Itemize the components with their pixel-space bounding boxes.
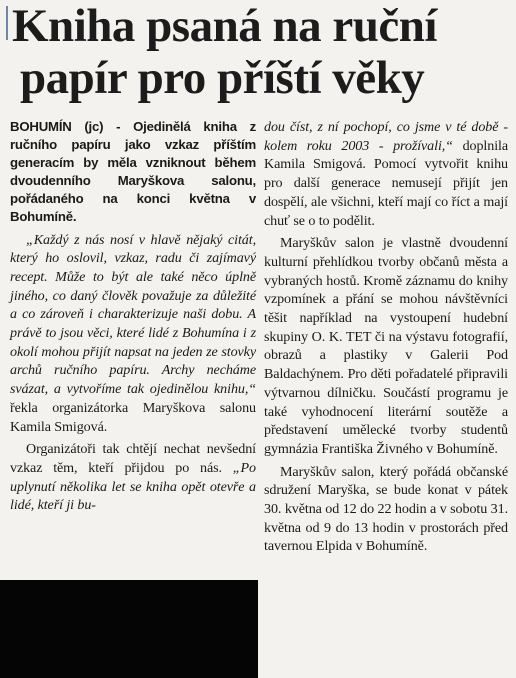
article-lead: BOHUMÍN (jc) - Ojedinělá kniha z ručního papíru jako vzkaz příštím generacím by měla vzniknout během dvoudenního Maryškova salonu, pořádaného na konci května v Bohumíně. bbox=[10, 119, 256, 225]
headline-line-2: papír pro příští věky bbox=[20, 52, 425, 104]
scan-edge-mark bbox=[6, 6, 8, 40]
paragraph-2-text: Organizátoři tak chtějí nechat nevšední vzkaz těm, kteří přijdou po nás. bbox=[10, 441, 256, 476]
black-redaction-block bbox=[0, 580, 258, 678]
right-paragraph-1 bbox=[264, 118, 508, 230]
right-column bbox=[264, 118, 508, 556]
right-paragraph-1-text: doplnila Kamila Smigová. Pomocí vytvořit knihu pro další generace nemusejí přijít jen dospělí, ale všichni, kteří mají co říct a mají chuť se o to podělit. bbox=[264, 137, 508, 229]
left-column bbox=[10, 118, 256, 515]
paragraph-2-quote: „Po uplynutí několika let se kniha opět otevře a lidé, kteří ji bu- bbox=[10, 460, 256, 514]
right-paragraph-3: Maryškův salon, který pořádá občanské sdružení Maryška, se bude konat v pátek 30. května od 12 do 22 hodin a v sobotu 31. května od 9 do 13 hodin v prostorách před tavernou Elpida v Bohumíně. bbox=[264, 463, 508, 555]
right-paragraph-2: Maryškův salon je vlastně dvoudenní kulturní přehlídkou tvorby občanů města a vybraných hostů. Kromě záznamu do knihy vzpomínek a přání se mohou návštěvníci těšit například na vystoupení hudební skupiny O. K. TET či na výstavu fotografií, obrazů a plastiky v Galerii Pod Baldachýnem. Pro děti pořadatelé připravili výtvarnou dílničku. Součástí programu je také vyhodnocení literární soutěže a představení umělecké tvorby studentů gymnázia Františka Živného v Bohumíně. bbox=[264, 235, 508, 457]
left-paragraph-1 bbox=[10, 231, 256, 437]
article-headline bbox=[12, 0, 512, 104]
headline-line-1: Kniha psaná na ruční bbox=[12, 0, 437, 52]
quote-text: „Každý z nás nosí v hlavě nějaký citát, který ho oslovil, vzkaz, radu či zajímavý recept. Může to být ale také něco úplně jiného, co daný člověk považuje za důležité a co zároveň i charakterizuje naši dobu. A právě to jsou věci, které lidé z Bohumína i z okolí mohou přijít napsat na jeden ze stovky archů ručního papíru. Archy necháme svázat, a vytvoříme tak ojedinělou knihu,“ bbox=[10, 231, 256, 398]
quote-continuation: dou číst, z ní pochopí, co jsme v té době - kolem roku 2003 - prožívali,“ bbox=[264, 119, 508, 154]
quote-attribution: řekla organizátorka Maryškova salonu Kamila Smigová. bbox=[10, 399, 256, 435]
left-paragraph-2 bbox=[10, 440, 256, 515]
